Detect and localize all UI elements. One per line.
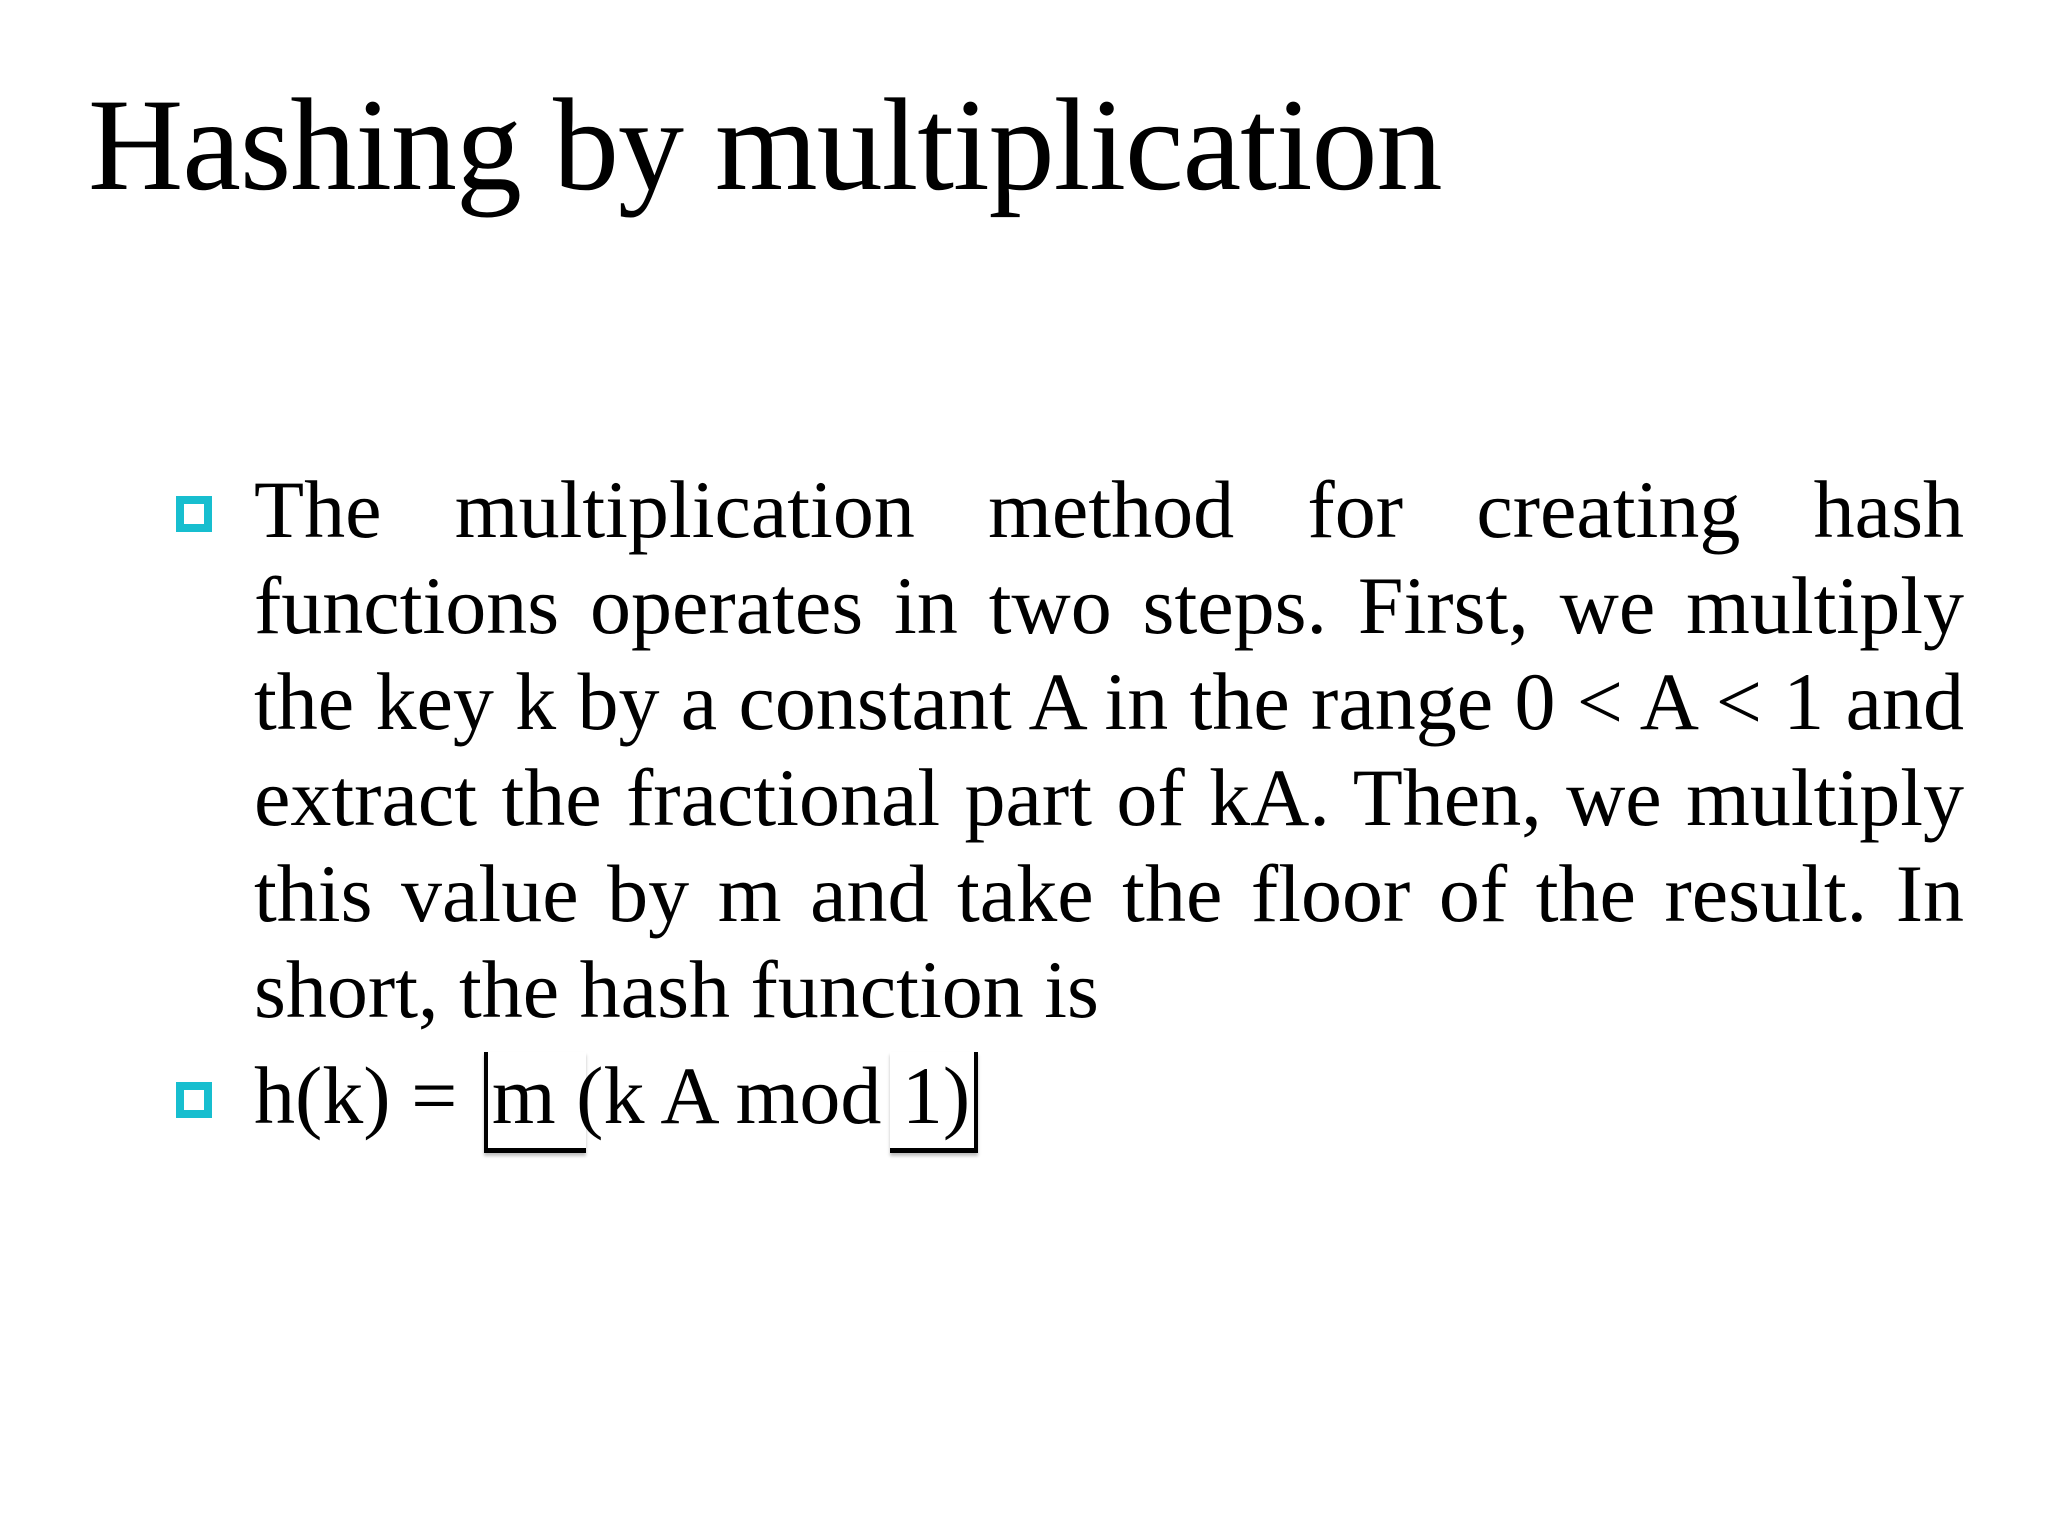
floor-content: m (k A mod 1) — [491, 1050, 971, 1141]
formula-lhs: h(k) = — [254, 1050, 478, 1141]
floor-bracket-left — [484, 1052, 586, 1153]
bullet-text: The multiplication method for creating hash functions operates in two steps. First, we multiply the key k by a constant A in the range 0 < A < 1 and extract the fractional part of kA. Then, we multiply this value by m and take the floor of the result. In short, the hash function is — [254, 464, 1964, 1035]
floor-bracket-right — [890, 1052, 978, 1153]
bullet-list — [176, 462, 1964, 1144]
bullet-item-description — [176, 462, 1964, 1038]
hollow-square-icon — [176, 496, 212, 532]
slide-title: Hashing by multiplication — [88, 71, 1442, 218]
hollow-square-icon — [176, 1082, 212, 1118]
floor-expression — [484, 1048, 978, 1144]
bullet-item-formula — [176, 1048, 1964, 1144]
